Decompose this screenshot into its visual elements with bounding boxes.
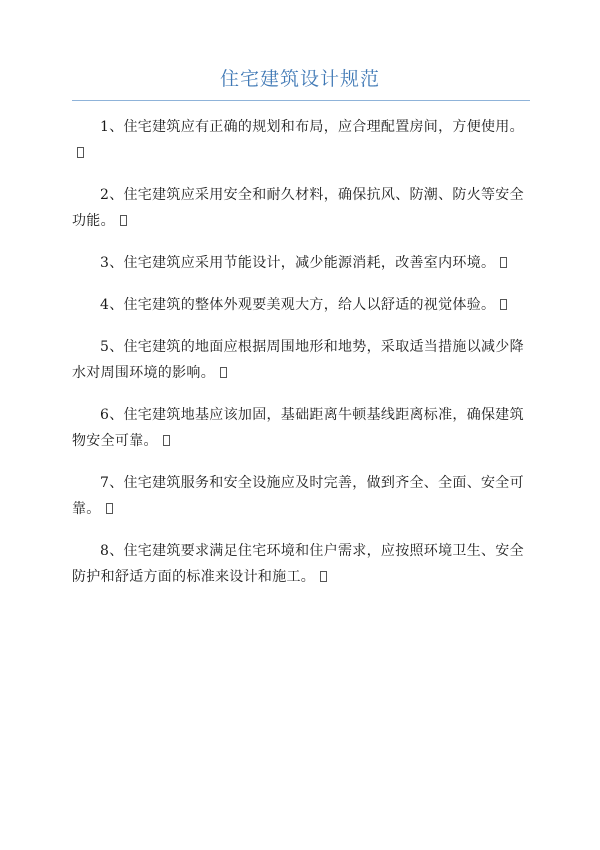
paragraph-mark-icon xyxy=(120,215,127,226)
paragraph-text: 1、住宅建筑应有正确的规划和布局，应合理配置房间，方便使用。 xyxy=(100,119,524,135)
paragraph-mark-icon xyxy=(500,257,507,268)
paragraph-text: 6、住宅建筑地基应该加固，基础距离牛顿基线距离标准，确保建筑物安全可靠。 xyxy=(72,407,524,449)
paragraph-mark-icon xyxy=(220,367,227,378)
paragraph-3 xyxy=(72,250,532,276)
paragraph-mark-icon xyxy=(500,299,507,310)
paragraph-text: 4、住宅建筑的整体外观要美观大方，给人以舒适的视觉体验。 xyxy=(100,297,496,313)
paragraph-mark-icon xyxy=(77,147,84,158)
paragraph-2 xyxy=(72,182,532,234)
paragraph-text: 2、住宅建筑应采用安全和耐久材料，确保抗风、防潮、防火等安全功能。 xyxy=(72,187,524,229)
document-title: 住宅建筑设计规范 xyxy=(219,68,380,90)
paragraph-7 xyxy=(72,470,532,522)
paragraph-text: 5、住宅建筑的地面应根据周围地形和地势，采取适当措施以减少降水对周围环境的影响。 xyxy=(72,339,524,381)
paragraph-mark-icon xyxy=(106,503,113,514)
paragraph-text: 3、住宅建筑应采用节能设计，减少能源消耗，改善室内环境。 xyxy=(100,255,496,271)
paragraph-5 xyxy=(72,334,532,386)
paragraph-mark-icon xyxy=(163,435,170,446)
paragraph-text: 8、住宅建筑要求满足住宅环境和住户需求，应按照环境卫生、安全防护和舒适方面的标准来设计和施工。 xyxy=(72,543,524,585)
document-body xyxy=(72,114,532,606)
paragraph-text: 7、住宅建筑服务和安全设施应及时完善，做到齐全、全面、安全可靠。 xyxy=(72,475,524,517)
paragraph-4 xyxy=(72,292,532,318)
paragraph-8 xyxy=(72,538,532,590)
paragraph-1 xyxy=(72,114,532,166)
title-divider xyxy=(72,100,530,101)
paragraph-mark-icon xyxy=(320,571,327,582)
paragraph-6 xyxy=(72,402,532,454)
